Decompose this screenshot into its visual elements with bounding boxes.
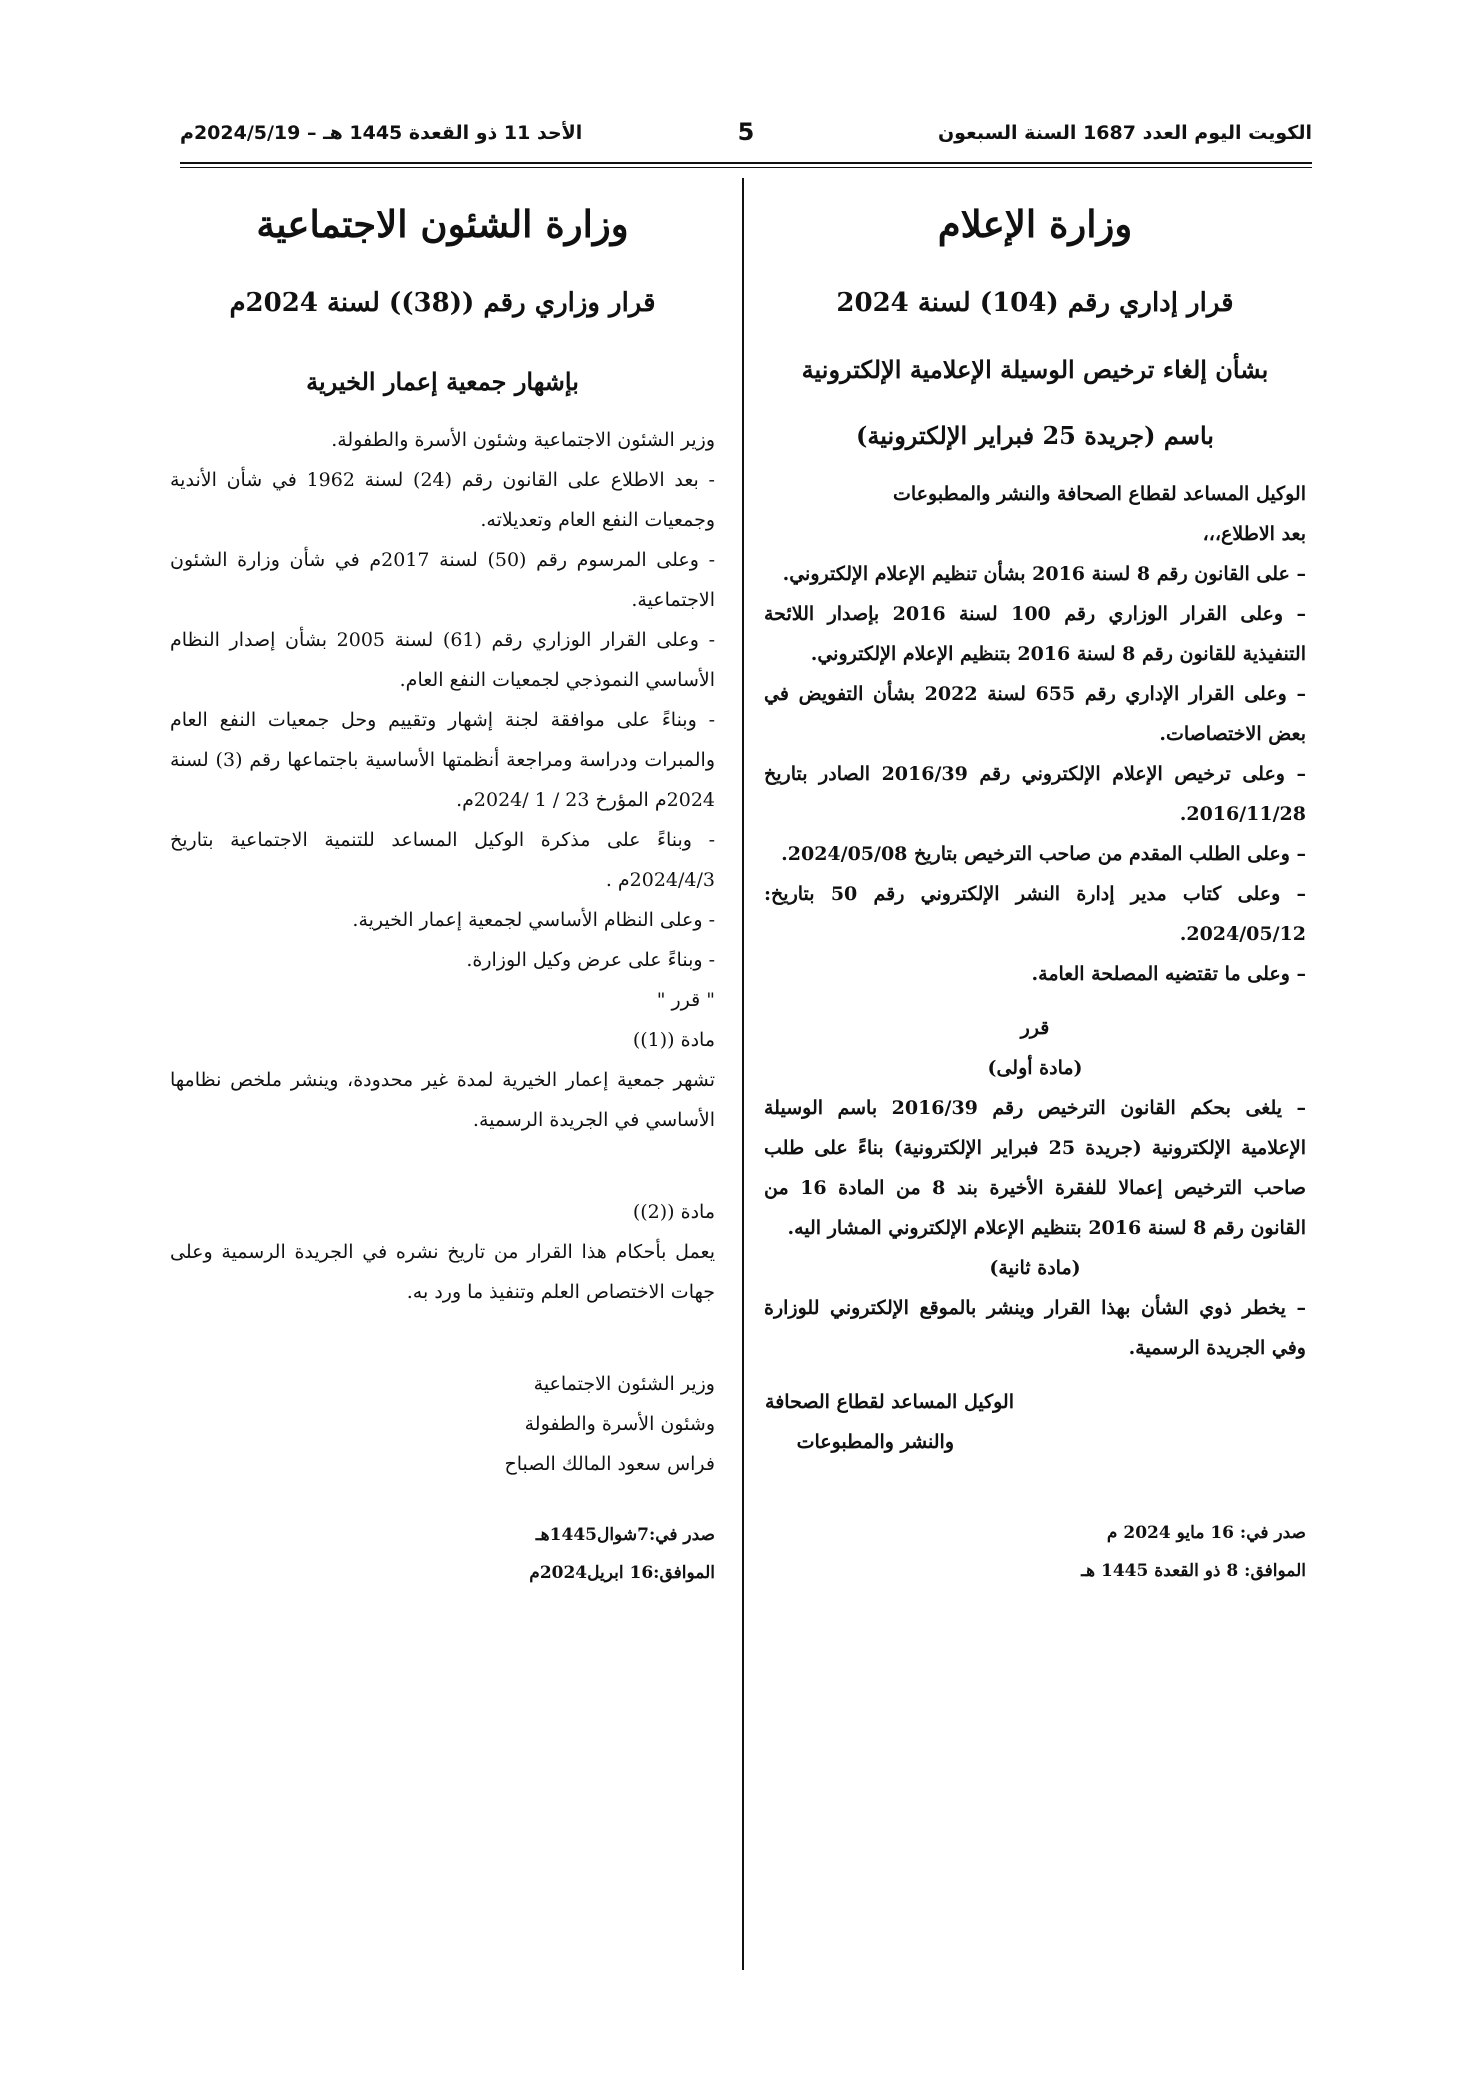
signature-block — [764, 1382, 1306, 1462]
article-2-text: – يخطر ذوي الشأن بهذا القرار وينشر بالموقع الإلكتروني للوزارة وفي الجريدة الرسمية. — [764, 1297, 1306, 1359]
decision-subject-line-2: باسم (جريدة 25 فبراير الإلكترونية) — [856, 421, 1214, 450]
gregorian-date: الموافق:16 ابريل2024م — [529, 1563, 715, 1583]
clause: – وعلى الطلب المقدم من صاحب الترخيص بتاريخ 2024/05/08. — [781, 843, 1306, 865]
clause: – وعلى كتاب مدير إدارة النشر الإلكتروني رقم 50 بتاريخ: 2024/05/12. — [764, 883, 1306, 945]
issuer-line: وزير الشئون الاجتماعية وشئون الأسرة والطفولة. — [331, 429, 715, 451]
clause: - وبناءً على عرض وكيل الوزارة. — [466, 949, 715, 971]
publication-date: الأحد 11 ذو القعدة 1445 هـ – 2024/5/19م — [180, 122, 583, 144]
gazette-issue-info: الكويت اليوم العدد 1687 السنة السبعون — [937, 122, 1312, 144]
clause: - وعلى النظام الأساسي لجمعية إعمار الخيرية. — [352, 909, 715, 931]
ministry-heading: وزارة الشئون الاجتماعية — [256, 202, 629, 246]
ministry-of-information-decision — [764, 186, 1306, 1590]
signature-block — [170, 1364, 715, 1484]
signatory-name: فراس سعود المالك الصباح — [504, 1453, 715, 1475]
issue-date: صدر في:7شوال1445هـ — [535, 1525, 715, 1545]
clause: – وعلى القرار الإداري رقم 655 لسنة 2022 بشأن التفويض في بعض الاختصاصات. — [764, 683, 1307, 745]
preamble-line: بعد الاطلاع،،، — [1202, 523, 1306, 545]
signatory-title-line-2: والنشر والمطبوعات — [796, 1431, 954, 1453]
signatory-title-line-2: وشئون الأسرة والطفولة — [524, 1413, 715, 1435]
issuer-line: الوكيل المساعد لقطاع الصحافة والنشر والمطبوعات — [893, 483, 1306, 505]
decision-subject: بإشهار جمعية إعمار الخيرية — [306, 367, 579, 396]
clause: - وبناءً على مذكرة الوكيل المساعد للتنمية الاجتماعية بتاريخ 2024/4/3م . — [170, 829, 715, 891]
clause: – على القانون رقم 8 لسنة 2016 بشأن تنظيم الإعلام الإلكتروني. — [782, 563, 1306, 585]
article-2-heading: مادة ((2)) — [632, 1201, 715, 1223]
signatory-title-line-1: وزير الشئون الاجتماعية — [533, 1373, 715, 1395]
decision-title: قرار إداري رقم (104) لسنة 2024 — [836, 288, 1234, 318]
article-1-heading: مادة ((1)) — [632, 1029, 715, 1051]
ministry-of-social-affairs-decision — [170, 186, 715, 1592]
column-divider — [742, 178, 744, 1970]
clause: – وعلى ترخيص الإعلام الإلكتروني رقم 2016/39 الصادر بتاريخ 2016/11/28. — [764, 763, 1306, 825]
clause: - وعلى القرار الوزاري رقم (61) لسنة 2005 بشأن إصدار النظام الأساسي النموذجي لجمعيات النفع العام. — [170, 629, 716, 691]
article-1-heading: (مادة أولى) — [987, 1057, 1083, 1079]
decided-heading: قرر — [1020, 1017, 1050, 1039]
issue-date: صدر في: 16 مايو 2024 م — [1106, 1523, 1306, 1543]
decision-subject-line-1: بشأن إلغاء ترخيص الوسيلة الإعلامية الإلكترونية — [801, 355, 1269, 384]
article-2-text: يعمل بأحكام هذا القرار من تاريخ نشره في الجريدة الرسمية وعلى جهات الاختصاص العلم وتنفيذ ما ورد به. — [170, 1241, 715, 1303]
decided-heading: " قرر " — [656, 989, 715, 1011]
header-rule-thin — [180, 167, 1312, 168]
clause: - وعلى المرسوم رقم (50) لسنة 2017م في شأن وزارة الشئون الاجتماعية. — [170, 549, 715, 611]
signatory-title-line-1: الوكيل المساعد لقطاع الصحافة — [765, 1391, 1014, 1413]
article-2-heading: (مادة ثانية) — [989, 1257, 1081, 1279]
article-1-text: تشهر جمعية إعمار الخيرية لمدة غير محدودة، وينشر ملخص نظامها الأساسي في الجريدة الرسمية. — [170, 1069, 715, 1131]
clause: – وعلى القرار الوزاري رقم 100 لسنة 2016 بإصدار اللائحة التنفيذية للقانون رقم 8 لسنة 2016 بتنظيم الإعلام الإلكتروني. — [764, 603, 1307, 665]
header-rule-thick — [180, 162, 1312, 164]
clause: - وبناءً على موافقة لجنة إشهار وتقييم وحل جمعيات النفع العام والمبرات ودراسة ومراجعة أنظمتها الأساسية باجتماعها رقم (3) لسنة 2024م المؤرخ 23 / 1 /2024م. — [170, 709, 715, 811]
clause: - بعد الاطلاع على القانون رقم (24) لسنة 1962 في شأن الأندية وجمعيات النفع العام وتعديلاته. — [170, 469, 715, 531]
page-number: 5 — [737, 118, 755, 146]
clause: – وعلى ما تقتضيه المصلحة العامة. — [1031, 963, 1306, 985]
article-1-text: – يلغى بحكم القانون الترخيص رقم 2016/39 باسم الوسيلة الإعلامية الإلكترونية (جريدة 25 فبراير الإلكترونية) بناءً على طلب صاحب الترخيص إعمالا للفقرة الأخيرة بند 8 من المادة 16 من القانون رقم 8 لسنة 2016 بتنظيم الإعلام الإلكتروني المشار اليه. — [764, 1097, 1306, 1239]
page-header — [180, 118, 1312, 158]
hijri-date: الموافق: 8 ذو القعدة 1445 هـ — [1081, 1561, 1306, 1581]
ministry-heading: وزارة الإعلام — [937, 202, 1133, 246]
decision-title: قرار وزاري رقم ((38)) لسنة 2024م — [229, 288, 656, 318]
